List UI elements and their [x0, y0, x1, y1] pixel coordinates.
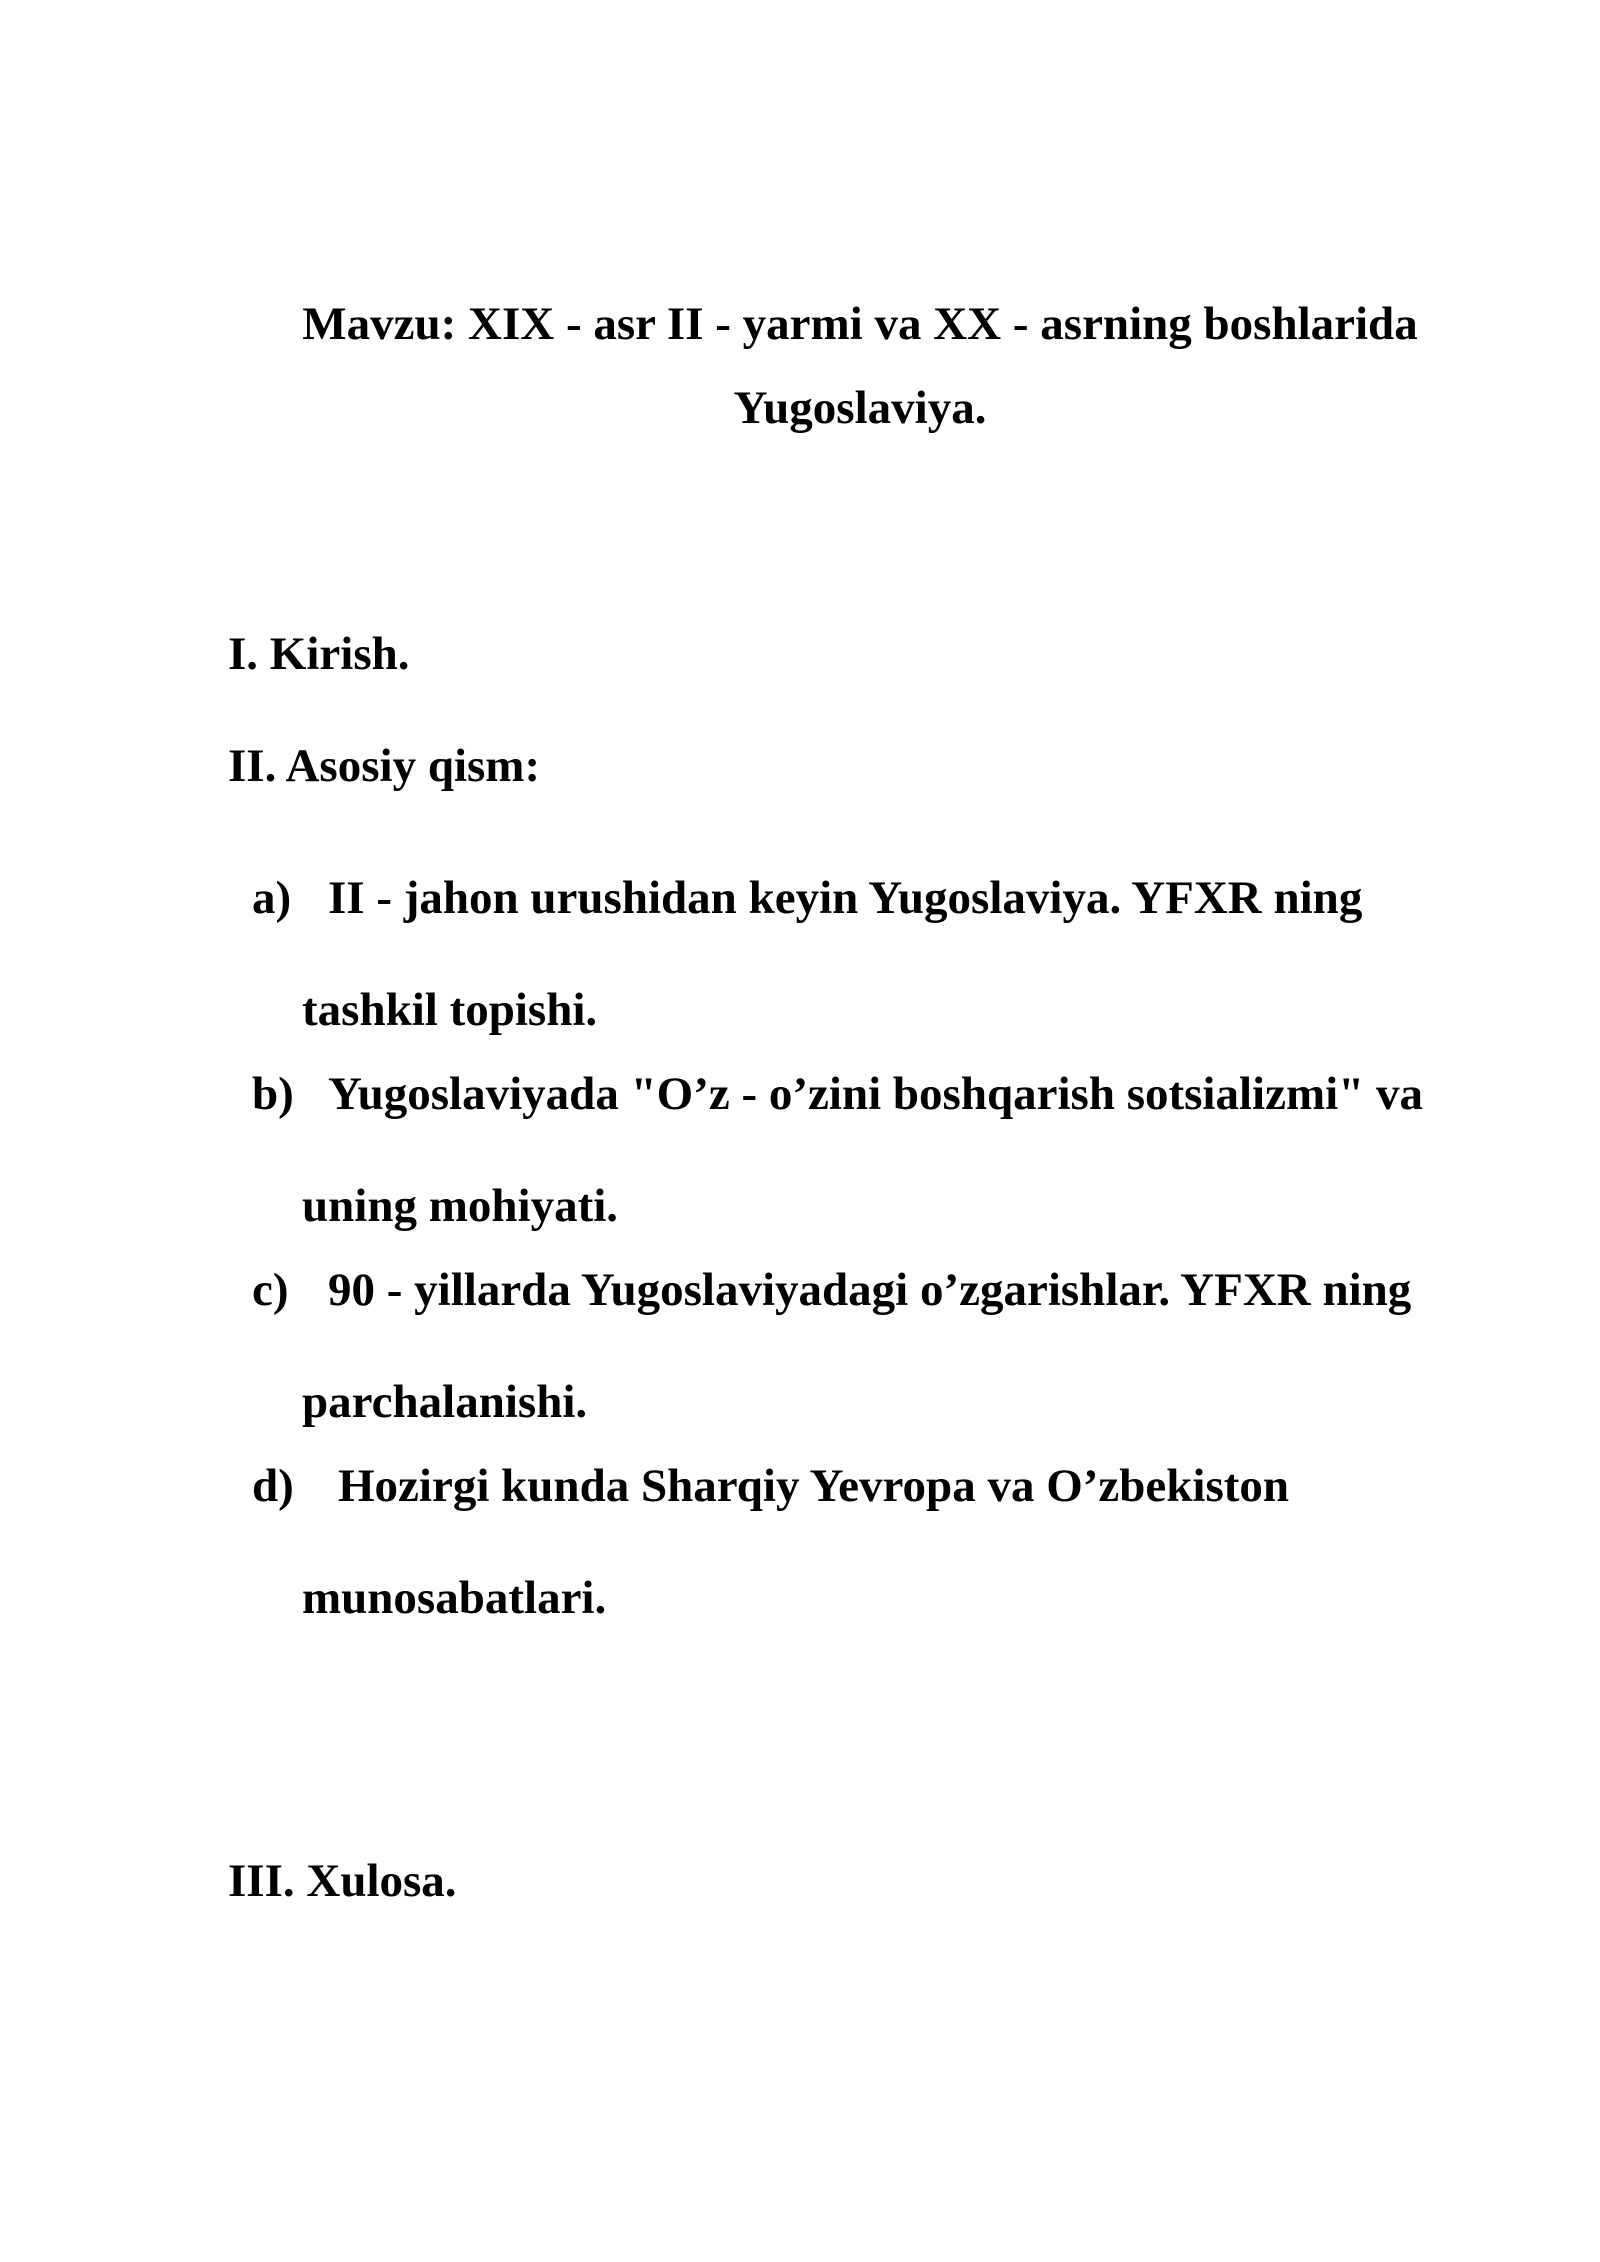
section-intro: I. Kirish.	[228, 628, 410, 680]
list-item-text: Hozirgi kunda Sharqiy Yevropa va O’zbekiston munosabatlari.	[302, 1460, 1290, 1624]
list-item	[252, 842, 1502, 1066]
list-item-text: Yugoslaviyada "O’z - o’zini boshqarish sotsializmi" va uning mohiyati.	[302, 1068, 1424, 1232]
document-title: Mavzu: XIX - asr II - yarmi va XX - asrning boshlarida Yugoslaviya.	[302, 298, 1418, 434]
list-item-marker: b)	[252, 1068, 294, 1120]
list-item	[252, 1234, 1502, 1458]
list-item-marker: c)	[252, 1264, 289, 1316]
section-main: II. Asosiy qism:	[228, 740, 541, 792]
section-conclusion: III. Xulosa.	[228, 1855, 457, 1907]
list-item-text: II - jahon urushidan keyin Yugoslaviya. YFXR ning tashkil topishi.	[302, 872, 1363, 1036]
list-item	[252, 1038, 1502, 1262]
list-item-marker: d)	[252, 1460, 294, 1512]
list-item-text: 90 - yillarda Yugoslaviyadagi o’zgarishlar. YFXR ning parchalanishi.	[302, 1264, 1412, 1428]
main-section-list	[252, 842, 1502, 1654]
list-item-marker: a)	[252, 872, 292, 924]
list-item	[252, 1430, 1502, 1654]
